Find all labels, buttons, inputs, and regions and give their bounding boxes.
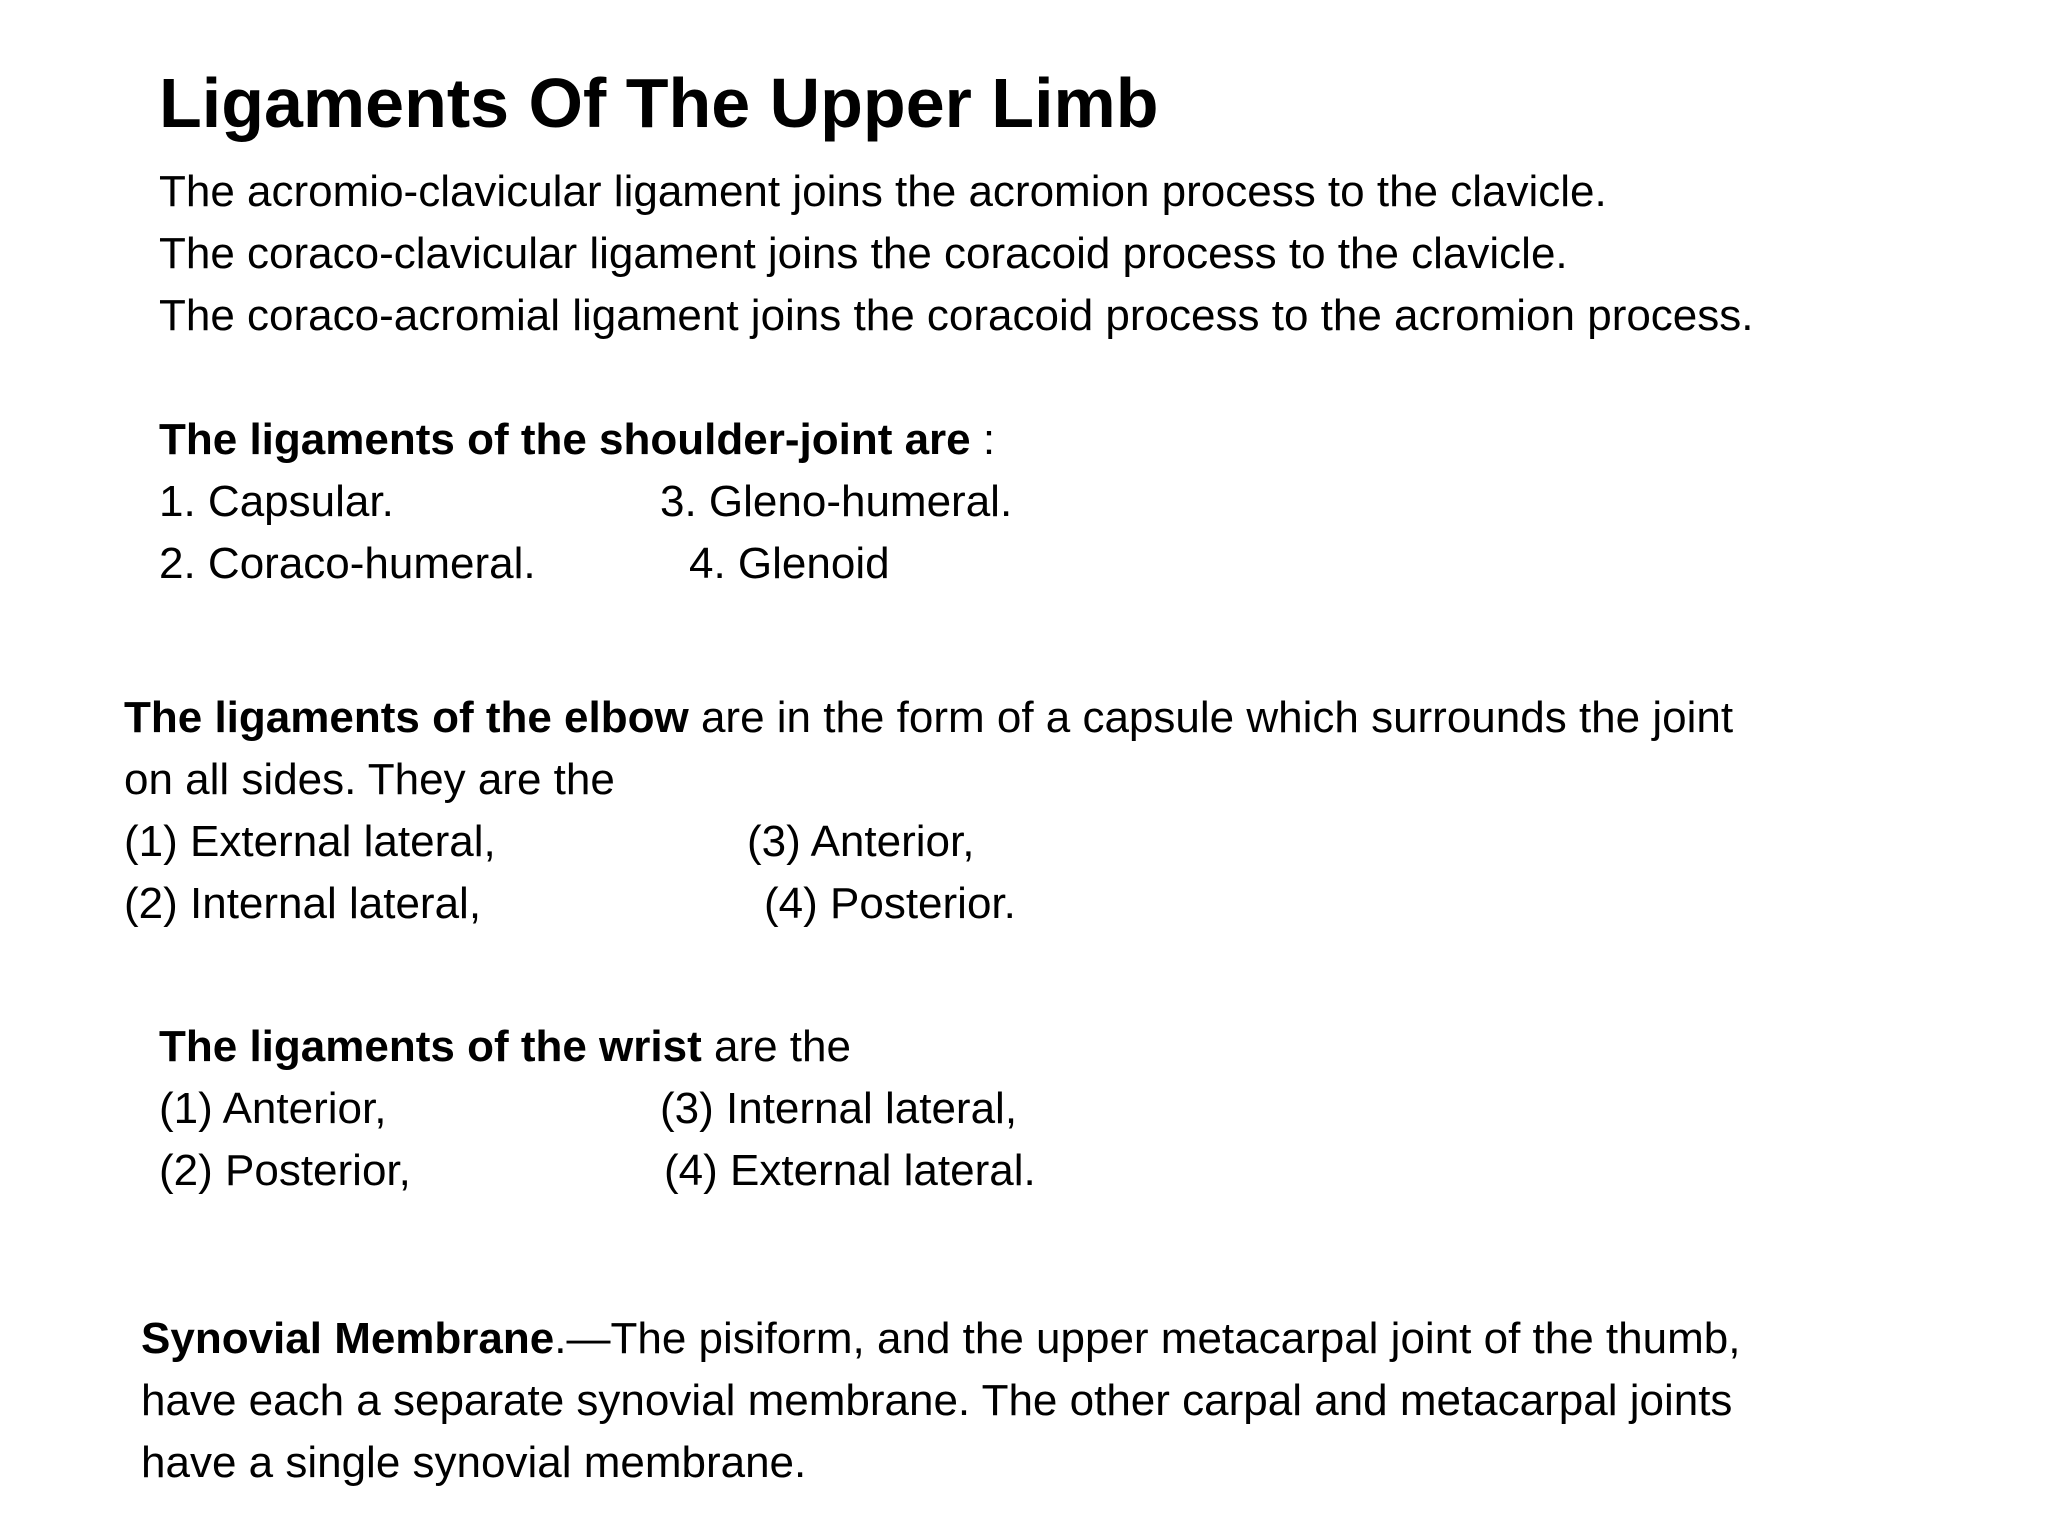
slide-title: Ligaments Of The Upper Limb bbox=[159, 64, 1159, 142]
wrist-item-1: (1) Anterior, bbox=[159, 1084, 387, 1133]
elbow-row-2 bbox=[124, 873, 1924, 935]
elbow-heading-rest: are in the form of a capsule which surrounds the joint bbox=[688, 693, 1734, 742]
elbow-line-2: on all sides. They are the bbox=[124, 755, 615, 804]
wrist-heading-bold: The ligaments of the wrist bbox=[159, 1022, 702, 1071]
elbow-item-2: (2) Internal lateral, bbox=[124, 879, 482, 928]
shoulder-heading bbox=[159, 409, 1059, 471]
intro-paragraph bbox=[159, 161, 1754, 347]
shoulder-item-2: 2. Coraco-humeral. bbox=[159, 539, 536, 588]
elbow-heading-bold: The ligaments of the elbow bbox=[124, 693, 689, 742]
wrist-item-3: (3) Internal lateral, bbox=[660, 1084, 1018, 1133]
wrist-row-1 bbox=[159, 1078, 1159, 1140]
wrist-heading-rest: are the bbox=[701, 1022, 851, 1071]
intro-line-2: The coraco-clavicular ligament joins the coracoid process to the clavicle. bbox=[159, 229, 1568, 278]
elbow-section bbox=[124, 687, 1924, 935]
synovial-line-2: have each a separate synovial membrane. The other carpal and metacarpal joints bbox=[141, 1376, 1733, 1425]
wrist-item-2: (2) Posterior, bbox=[159, 1146, 411, 1195]
shoulder-item-4: 4. Glenoid bbox=[689, 539, 890, 588]
intro-line-1: The acromio-clavicular ligament joins the acromion process to the clavicle. bbox=[159, 167, 1607, 216]
synovial-section bbox=[141, 1308, 1991, 1494]
synovial-line-1 bbox=[141, 1308, 1991, 1370]
wrist-section bbox=[159, 1016, 1159, 1202]
wrist-item-4: (4) External lateral. bbox=[664, 1146, 1036, 1195]
elbow-item-3: (3) Anterior, bbox=[747, 817, 975, 866]
shoulder-row-2 bbox=[159, 533, 1059, 595]
shoulder-item-1: 1. Capsular. bbox=[159, 477, 394, 526]
elbow-row-1 bbox=[124, 811, 1924, 873]
wrist-heading bbox=[159, 1016, 1159, 1078]
shoulder-heading-rest: : bbox=[970, 415, 996, 464]
synovial-heading-bold: Synovial Membrane bbox=[141, 1314, 555, 1363]
shoulder-heading-bold: The ligaments of the shoulder-joint are bbox=[159, 415, 971, 464]
elbow-item-1: (1) External lateral, bbox=[124, 817, 496, 866]
shoulder-item-3: 3. Gleno-humeral. bbox=[660, 477, 1013, 526]
intro-line-3: The coraco-acromial ligament joins the coracoid process to the acromion process. bbox=[159, 291, 1754, 340]
shoulder-row-1 bbox=[159, 471, 1059, 533]
synovial-line-3: have a single synovial membrane. bbox=[141, 1438, 807, 1487]
synovial-line-1-rest: .—The pisiform, and the upper metacarpal joint of the thumb, bbox=[554, 1314, 1741, 1363]
elbow-item-4: (4) Posterior. bbox=[764, 879, 1016, 928]
elbow-heading bbox=[124, 687, 1924, 749]
wrist-row-2 bbox=[159, 1140, 1159, 1202]
shoulder-section bbox=[159, 409, 1059, 595]
